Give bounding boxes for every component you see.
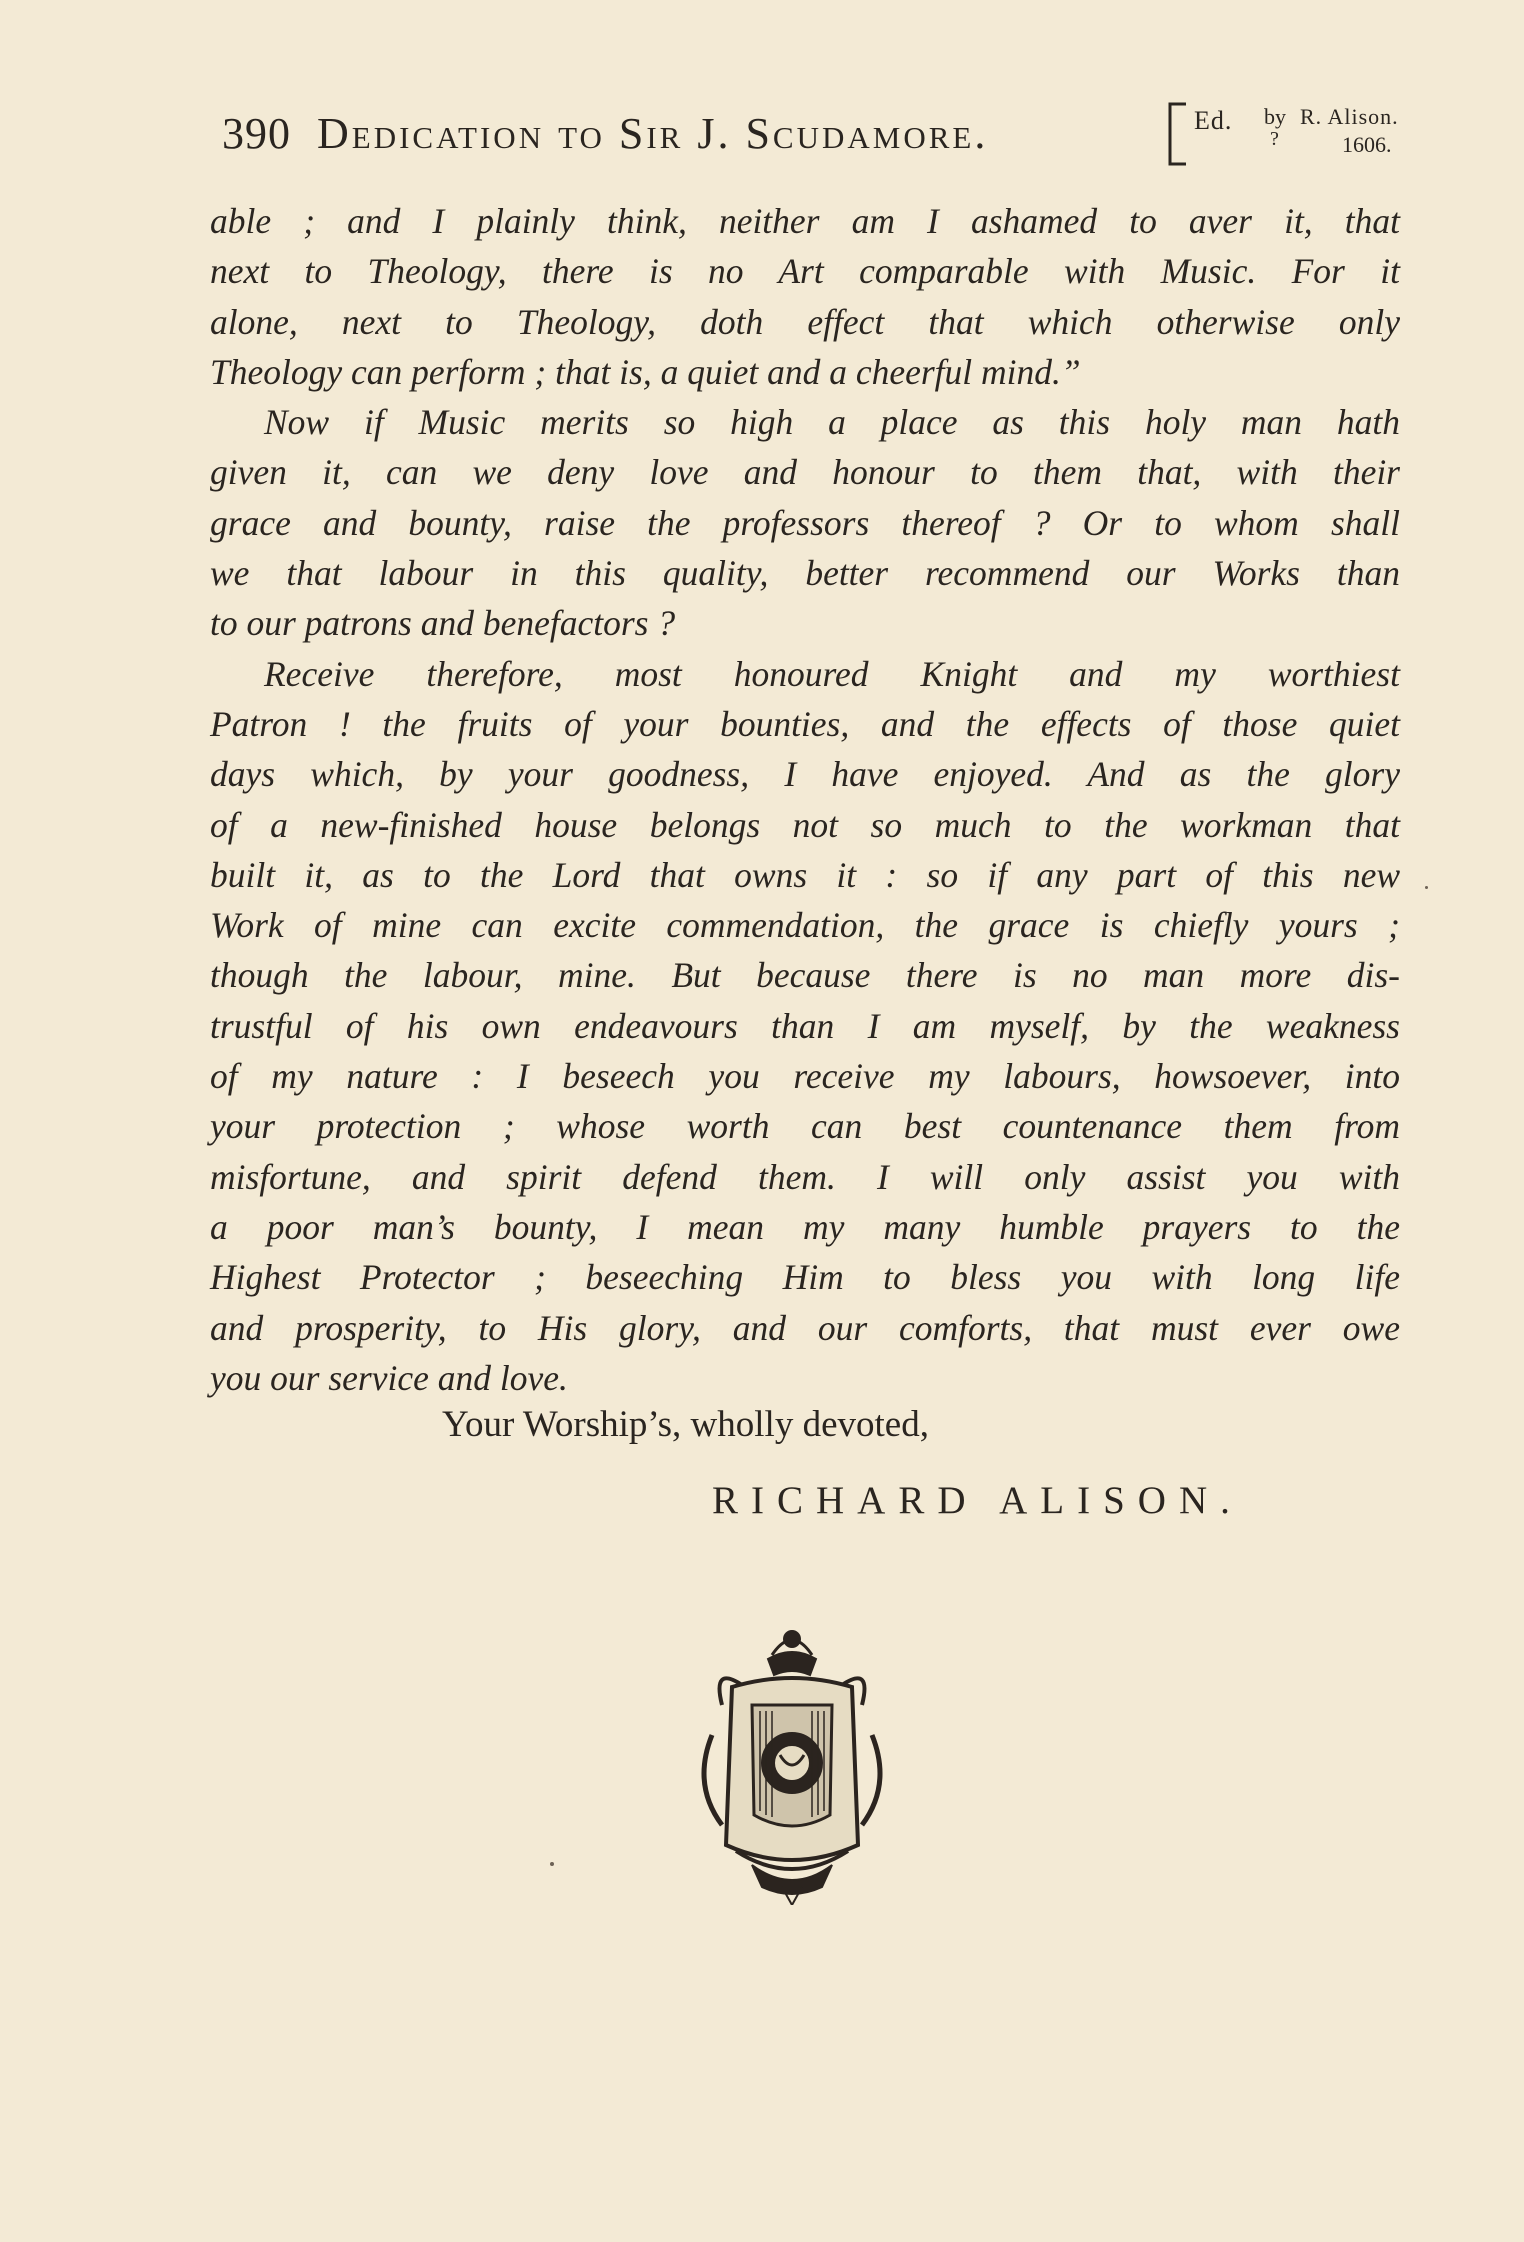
body-line: Patron ! the fruits of your bounties, and the effects of those quiet bbox=[210, 703, 1400, 744]
body-line: your protection ; whose worth can best countenance them from bbox=[210, 1106, 1400, 1147]
body-line: Now if Music merits so high a place as this holy man hath bbox=[264, 402, 1400, 443]
body-line: a poor man’s bounty, I mean my many humble prayers to the bbox=[210, 1206, 1400, 1247]
running-head bbox=[222, 100, 1422, 170]
signature: RICHARD ALISON. bbox=[712, 1479, 1243, 1522]
body-line: Receive therefore, most honoured Knight and my worthiest bbox=[264, 653, 1400, 694]
left-bracket-icon bbox=[1166, 100, 1188, 170]
paper-speck bbox=[1425, 886, 1428, 889]
body-line: built it, as to the Lord that owns it : so if any part of this new bbox=[210, 854, 1400, 895]
body-line: trustful of his own endeavours than I am myself, by the weakness bbox=[210, 1005, 1400, 1046]
edition-by: by bbox=[1264, 104, 1286, 129]
body-line: misfortune, and spirit defend them. I will only assist you with bbox=[210, 1156, 1400, 1197]
body-line: Highest Protector ; beseeching Him to bless you with long life bbox=[210, 1257, 1400, 1298]
body-line: you our service and love. bbox=[210, 1357, 568, 1398]
body-line: and prosperity, to His glory, and our comforts, that must ever owe bbox=[210, 1307, 1400, 1348]
edition-editor: R. Alison. bbox=[1300, 104, 1399, 129]
edition-query-mark: ? bbox=[1270, 128, 1279, 150]
paper-speck bbox=[550, 1862, 554, 1866]
edition-label: Ed. bbox=[1194, 106, 1233, 135]
body-line: alone, next to Theology, doth effect that which otherwise only bbox=[210, 301, 1400, 342]
printers-device-icon bbox=[672, 1625, 912, 1905]
body-line: to our patrons and benefactors ? bbox=[210, 603, 676, 644]
body-line: though the labour, mine. But because there is no man more dis- bbox=[210, 955, 1400, 996]
body-line: of a new-finished house belongs not so much to the workman that bbox=[210, 804, 1400, 845]
body-line: we that labour in this quality, better recommend our Works than bbox=[210, 553, 1400, 594]
page-number: 390 bbox=[222, 109, 291, 158]
dedication-body bbox=[210, 196, 1400, 1403]
body-line: grace and bounty, raise the professors thereof ? Or to whom shall bbox=[210, 502, 1400, 543]
edition-year: 1606. bbox=[1342, 132, 1392, 157]
body-line: given it, can we deny love and honour to them that, with their bbox=[210, 452, 1400, 493]
body-line: of my nature : I beseech you receive my labours, howsoever, into bbox=[210, 1056, 1400, 1097]
body-line: Theology can perform ; that is, a quiet and a cheerful mind.” bbox=[210, 351, 1081, 392]
body-line: Work of mine can excite commendation, the grace is chiefly yours ; bbox=[210, 905, 1400, 946]
body-line: days which, by your goodness, I have enjoyed. And as the glory bbox=[210, 754, 1400, 795]
closing-line: Your Worship’s, wholly devoted, bbox=[442, 1404, 929, 1445]
running-title: Dedication to Sir J. Scudamore. bbox=[317, 109, 989, 158]
body-line: able ; and I plainly think, neither am I ashamed to aver it, that bbox=[210, 201, 1400, 241]
body-line: next to Theology, there is no Art comparable with Music. For it bbox=[210, 251, 1400, 292]
